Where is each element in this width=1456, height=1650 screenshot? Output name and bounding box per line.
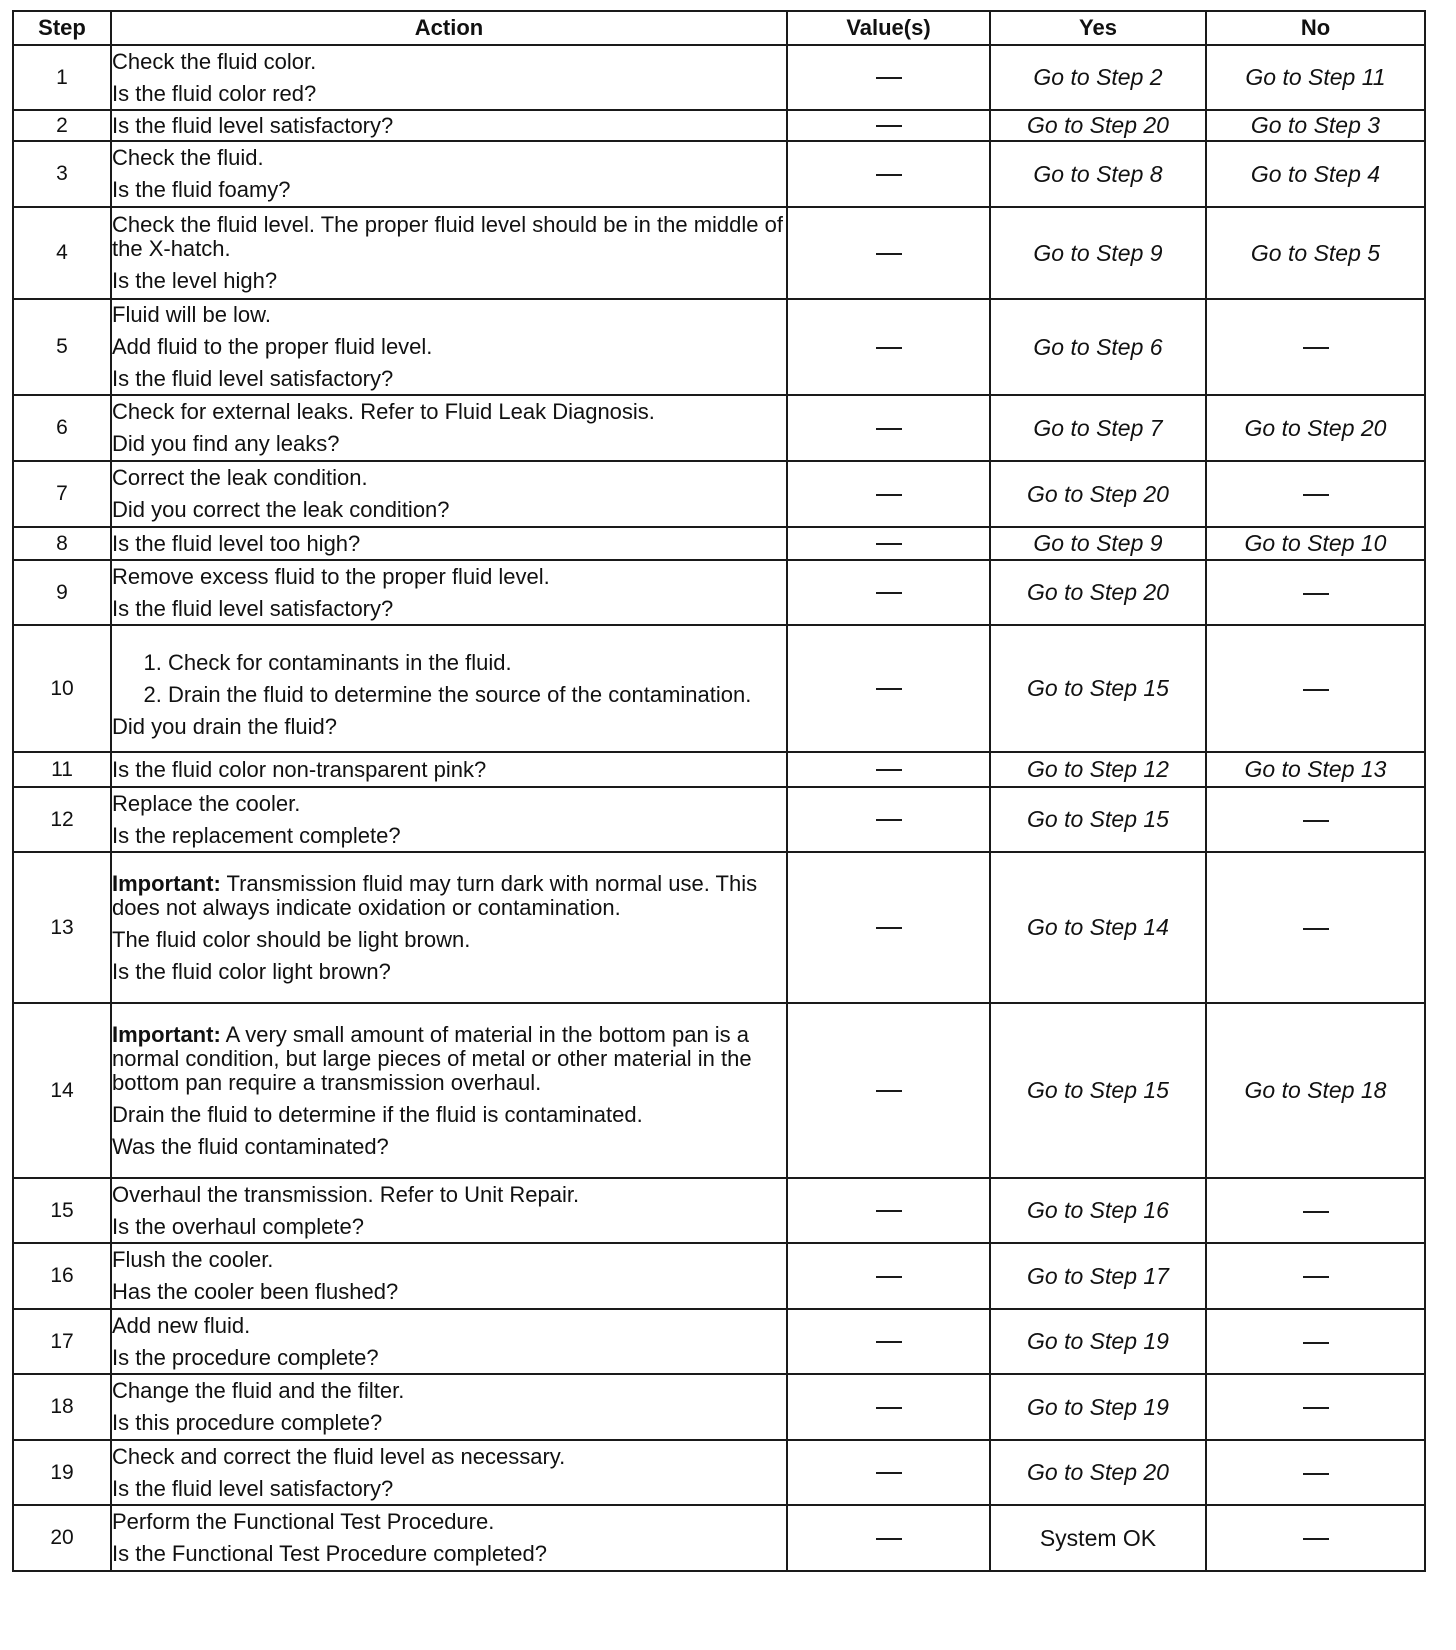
action-cell	[111, 1309, 787, 1374]
value-dash	[876, 1538, 902, 1540]
yes-cell: Go to Step 8	[990, 141, 1206, 207]
action-list-item: 1. Check for contaminants in the fluid.	[168, 651, 786, 675]
yes-cell: Go to Step 15	[990, 1003, 1206, 1178]
value-cell	[787, 852, 990, 1003]
step-cell: 1	[13, 45, 111, 110]
value-cell	[787, 787, 990, 852]
action-cell	[111, 395, 787, 461]
action-cell	[111, 787, 787, 852]
step-cell: 5	[13, 299, 111, 395]
value-cell	[787, 299, 990, 395]
action-line: Was the fluid contaminated?	[112, 1133, 389, 1159]
step-cell: 8	[13, 527, 111, 560]
no-dash	[1303, 347, 1329, 349]
table-row	[13, 1243, 1425, 1309]
table-row	[13, 625, 1425, 752]
table-row	[13, 141, 1425, 207]
action-line: Overhaul the transmission. Refer to Unit Repair.	[112, 1181, 580, 1207]
step-cell: 14	[13, 1003, 111, 1178]
no-dash	[1303, 928, 1329, 930]
action-line: Add new fluid.	[112, 1312, 251, 1338]
no-cell	[1206, 1440, 1425, 1505]
table-row	[13, 527, 1425, 560]
important-note	[112, 872, 786, 920]
yes-cell: Go to Step 15	[990, 787, 1206, 852]
table-row	[13, 852, 1425, 1003]
no-dash	[1303, 1407, 1329, 1409]
step-cell: 15	[13, 1178, 111, 1243]
value-dash	[876, 1407, 902, 1409]
value-cell	[787, 1003, 990, 1178]
yes-cell: Go to Step 19	[990, 1309, 1206, 1374]
value-dash	[876, 253, 902, 255]
header-row	[13, 11, 1425, 45]
step-cell: 19	[13, 1440, 111, 1505]
no-cell	[1206, 1178, 1425, 1243]
no-cell	[1206, 461, 1425, 527]
yes-cell: Go to Step 9	[990, 527, 1206, 560]
important-text: A very small amount of material in the bottom pan is a normal condition, but large pieces of metal or other material in the bottom pan require a transmission overhaul.	[112, 1021, 752, 1095]
no-cell	[1206, 1243, 1425, 1309]
value-dash	[876, 1210, 902, 1212]
action-cell	[111, 1003, 787, 1178]
value-dash	[876, 1090, 902, 1092]
step-cell: 10	[13, 625, 111, 752]
value-dash	[876, 1472, 902, 1474]
step-cell: 6	[13, 395, 111, 461]
action-line: Is the Functional Test Procedure completed?	[112, 1541, 547, 1566]
step-cell: 4	[13, 207, 111, 299]
important-text: Transmission fluid may turn dark with normal use. This does not always indicate oxidation or contamination.	[112, 870, 758, 920]
table-row	[13, 752, 1425, 787]
value-dash	[876, 688, 902, 690]
no-cell: Go to Step 11	[1206, 45, 1425, 110]
table-row	[13, 1309, 1425, 1374]
yes-cell: Go to Step 16	[990, 1178, 1206, 1243]
header-values: Value(s)	[787, 11, 990, 45]
value-cell	[787, 395, 990, 461]
action-line: Replace the cooler.	[112, 790, 301, 816]
action-line: Flush the cooler.	[112, 1247, 274, 1272]
action-line: Check the fluid.	[112, 145, 264, 170]
yes-cell: Go to Step 20	[990, 110, 1206, 141]
no-dash	[1303, 593, 1329, 595]
value-dash	[876, 428, 902, 430]
action-line: Add fluid to the proper fluid level.	[112, 334, 433, 359]
action-line: Is the level high?	[112, 268, 278, 293]
action-cell	[111, 527, 787, 560]
action-line: Change the fluid and the filter.	[112, 1378, 405, 1403]
action-cell	[111, 752, 787, 787]
action-line: Perform the Functional Test Procedure.	[112, 1509, 495, 1534]
yes-cell: Go to Step 9	[990, 207, 1206, 299]
action-cell	[111, 461, 787, 527]
action-cell	[111, 625, 787, 752]
header-step: Step	[13, 11, 111, 45]
yes-cell: Go to Step 6	[990, 299, 1206, 395]
no-cell	[1206, 787, 1425, 852]
action-line: Check the fluid level. The proper fluid level should be in the middle of the X-hatch.	[112, 212, 783, 261]
no-dash	[1303, 1473, 1329, 1475]
value-cell	[787, 1440, 990, 1505]
table-row	[13, 461, 1425, 527]
action-cell	[111, 1440, 787, 1505]
no-cell: Go to Step 5	[1206, 207, 1425, 299]
table-row	[13, 787, 1425, 852]
no-cell: Go to Step 18	[1206, 1003, 1425, 1178]
no-cell	[1206, 299, 1425, 395]
value-dash	[876, 1341, 902, 1343]
action-line: Correct the leak condition.	[112, 465, 368, 490]
action-line: Is the fluid level too high?	[112, 530, 361, 556]
value-dash	[876, 77, 902, 79]
value-cell	[787, 1309, 990, 1374]
table-row	[13, 1505, 1425, 1571]
no-cell	[1206, 1309, 1425, 1374]
yes-cell: Go to Step 14	[990, 852, 1206, 1003]
action-line: Fluid will be low.	[112, 302, 271, 327]
step-cell: 7	[13, 461, 111, 527]
table-row	[13, 560, 1425, 625]
table-row	[13, 299, 1425, 395]
action-cell	[111, 1178, 787, 1243]
diagnostic-table	[12, 10, 1426, 1572]
important-note	[112, 1023, 786, 1095]
value-dash	[876, 819, 902, 821]
value-cell	[787, 1243, 990, 1309]
action-cell	[111, 110, 787, 141]
action-line: Is the fluid foamy?	[112, 177, 291, 202]
no-cell: Go to Step 20	[1206, 395, 1425, 461]
table-row	[13, 1178, 1425, 1243]
yes-cell: Go to Step 15	[990, 625, 1206, 752]
action-list-item: 2. Drain the fluid to determine the source of the contamination.	[168, 683, 786, 707]
table-body	[13, 45, 1425, 1571]
table-row	[13, 207, 1425, 299]
value-cell	[787, 1374, 990, 1440]
important-label: Important:	[112, 870, 221, 896]
action-line: Is the replacement complete?	[112, 822, 401, 848]
header-action: Action	[111, 11, 787, 45]
no-cell	[1206, 1374, 1425, 1440]
value-dash	[876, 174, 902, 176]
action-line: Check and correct the fluid level as necessary.	[112, 1443, 566, 1469]
action-line: Is the procedure complete?	[112, 1344, 379, 1370]
action-line: Did you find any leaks?	[112, 431, 340, 456]
yes-cell: Go to Step 19	[990, 1374, 1206, 1440]
no-cell: Go to Step 4	[1206, 141, 1425, 207]
yes-cell: Go to Step 17	[990, 1243, 1206, 1309]
value-cell	[787, 752, 990, 787]
value-cell	[787, 461, 990, 527]
action-cell	[111, 1243, 787, 1309]
action-line: Did you correct the leak condition?	[112, 497, 450, 522]
no-dash	[1303, 1276, 1329, 1278]
value-dash	[876, 927, 902, 929]
table-row	[13, 1374, 1425, 1440]
table-row	[13, 395, 1425, 461]
value-cell	[787, 207, 990, 299]
step-cell: 11	[13, 752, 111, 787]
value-cell	[787, 527, 990, 560]
yes-cell: Go to Step 20	[990, 1440, 1206, 1505]
no-dash	[1303, 1211, 1329, 1213]
no-cell	[1206, 560, 1425, 625]
action-line: Check for external leaks. Refer to Fluid Leak Diagnosis.	[112, 399, 655, 424]
step-cell: 2	[13, 110, 111, 141]
action-cell	[111, 299, 787, 395]
yes-cell: Go to Step 20	[990, 560, 1206, 625]
yes-cell: Go to Step 7	[990, 395, 1206, 461]
action-line: The fluid color should be light brown.	[112, 926, 471, 952]
yes-cell: Go to Step 2	[990, 45, 1206, 110]
yes-cell: Go to Step 12	[990, 752, 1206, 787]
value-dash	[876, 347, 902, 349]
step-cell: 16	[13, 1243, 111, 1309]
step-cell: 18	[13, 1374, 111, 1440]
action-cell	[111, 1505, 787, 1571]
no-dash	[1303, 1538, 1329, 1540]
action-line: Is the fluid level satisfactory?	[112, 1475, 394, 1501]
no-dash	[1303, 494, 1329, 496]
action-line: Has the cooler been flushed?	[112, 1279, 399, 1304]
action-list	[112, 651, 786, 707]
no-cell: Go to Step 3	[1206, 110, 1425, 141]
table-row	[13, 1440, 1425, 1505]
header-yes: Yes	[990, 11, 1206, 45]
value-dash	[876, 592, 902, 594]
header-no: No	[1206, 11, 1425, 45]
table-row	[13, 110, 1425, 141]
value-cell	[787, 625, 990, 752]
no-dash	[1303, 689, 1329, 691]
step-cell: 9	[13, 560, 111, 625]
table-row	[13, 1003, 1425, 1178]
action-cell	[111, 45, 787, 110]
important-label: Important:	[112, 1021, 221, 1047]
value-cell	[787, 560, 990, 625]
action-line: Is the fluid level satisfactory?	[112, 112, 394, 138]
value-cell	[787, 1505, 990, 1571]
value-cell	[787, 1178, 990, 1243]
value-dash	[876, 543, 902, 545]
step-cell: 13	[13, 852, 111, 1003]
table-row	[13, 45, 1425, 110]
no-cell	[1206, 1505, 1425, 1571]
yes-cell: System OK	[990, 1505, 1206, 1571]
value-cell	[787, 110, 990, 141]
value-dash	[876, 769, 902, 771]
no-cell: Go to Step 13	[1206, 752, 1425, 787]
action-line: Check the fluid color.	[112, 48, 317, 74]
value-dash	[876, 125, 902, 127]
step-cell: 3	[13, 141, 111, 207]
action-line: Drain the fluid to determine if the fluid is contaminated.	[112, 1101, 643, 1127]
action-cell	[111, 207, 787, 299]
action-line: Is this procedure complete?	[112, 1410, 383, 1435]
no-cell: Go to Step 10	[1206, 527, 1425, 560]
no-cell	[1206, 625, 1425, 752]
action-line: Is the overhaul complete?	[112, 1213, 364, 1239]
no-dash	[1303, 1342, 1329, 1344]
step-cell: 17	[13, 1309, 111, 1374]
value-cell	[787, 45, 990, 110]
action-line: Did you drain the fluid?	[112, 713, 338, 739]
value-dash	[876, 494, 902, 496]
step-cell: 12	[13, 787, 111, 852]
action-line: Is the fluid level satisfactory?	[112, 595, 394, 621]
no-cell	[1206, 852, 1425, 1003]
action-cell	[111, 560, 787, 625]
action-line: Is the fluid color non-transparent pink?	[112, 756, 487, 782]
no-dash	[1303, 820, 1329, 822]
value-dash	[876, 1276, 902, 1278]
action-cell	[111, 141, 787, 207]
action-cell	[111, 852, 787, 1003]
action-line: Remove excess fluid to the proper fluid level.	[112, 563, 550, 589]
action-line: Is the fluid level satisfactory?	[112, 366, 394, 391]
action-line: Is the fluid color light brown?	[112, 958, 391, 984]
action-line: Is the fluid color red?	[112, 80, 317, 106]
step-cell: 20	[13, 1505, 111, 1571]
action-cell	[111, 1374, 787, 1440]
value-cell	[787, 141, 990, 207]
yes-cell: Go to Step 20	[990, 461, 1206, 527]
